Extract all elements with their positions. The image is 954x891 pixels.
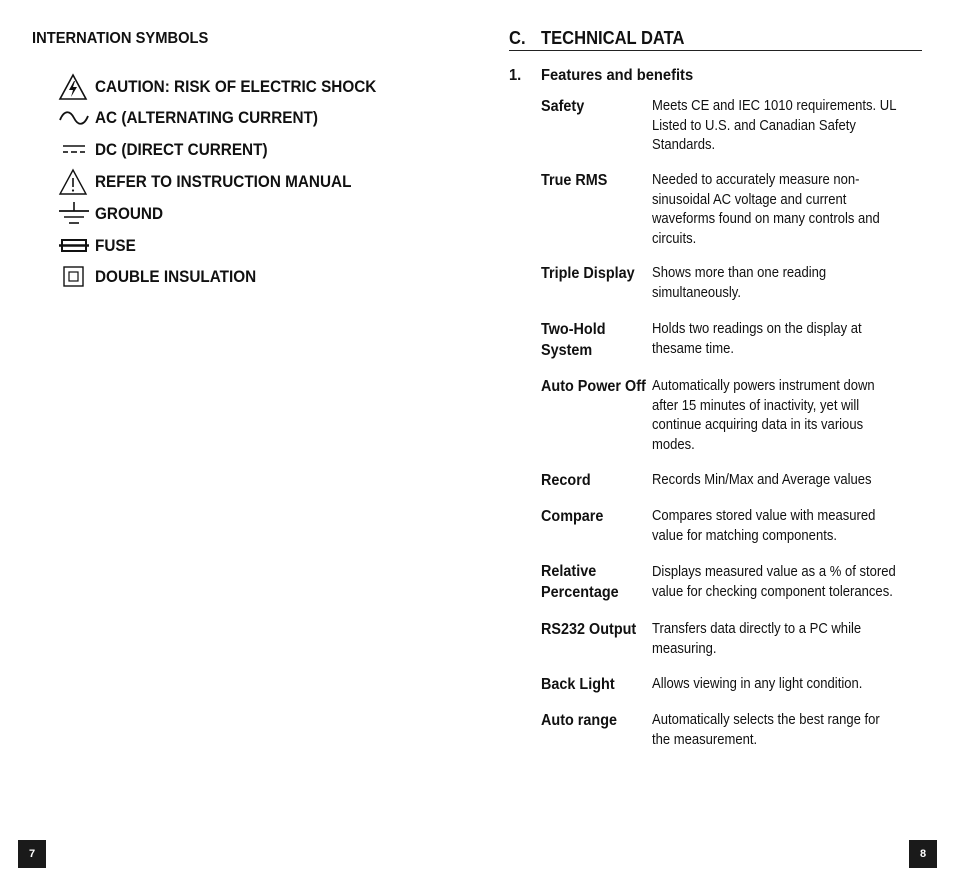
feature-name: Record — [541, 472, 591, 489]
feature-description: Transfers data directly to a PC while measuring. — [652, 621, 862, 657]
section-letter: C. — [509, 28, 526, 48]
section-title: TECHNICAL DATA — [541, 28, 685, 48]
feature-description: Records Min/Max and Average values — [652, 472, 872, 488]
feature-description: Compares stored value with measured value for matching components. — [652, 508, 876, 544]
symbol-row-ac: AC (ALTERNATING CURRENT) — [58, 104, 343, 132]
page-number-left: 7 — [18, 840, 46, 868]
feature-name: Two-Hold System — [541, 321, 606, 359]
feature-name: RS232 Output — [541, 621, 637, 638]
symbol-row-caution: CAUTION: RISK OF ELECTRIC SHOCK — [58, 73, 408, 101]
feature-name: True RMS — [541, 172, 608, 189]
symbol-row-ground: GROUND — [58, 200, 171, 228]
feature-name: Back Light — [541, 676, 615, 693]
feature-name: Safety — [541, 98, 585, 115]
fuse-icon — [58, 232, 90, 260]
warning-exclamation-icon — [58, 168, 90, 196]
feature-description: Meets CE and IEC 1010 requirements. UL Listed to U.S. and Canadian Safety Standards. — [652, 98, 897, 153]
feature-description: Holds two readings on the display at thesame time. — [652, 321, 862, 357]
feature-description: Shows more than one reading simultaneously. — [652, 265, 827, 301]
page-number-right: 8 — [909, 840, 937, 868]
double-insulation-icon — [58, 263, 90, 291]
feature-name: Compare — [541, 508, 604, 525]
dc-lines-icon — [58, 136, 90, 164]
feature-description: Automatically powers instrument down after 15 minutes of inactivity, yet will continue acquiring data in its various modes. — [652, 378, 875, 453]
feature-description: Automatically selects the best range for the measurement. — [652, 712, 880, 748]
subsection-number: 1. — [509, 67, 522, 84]
symbol-row-manual: REFER TO INSTRUCTION MANUAL — [58, 168, 380, 196]
symbol-row-double-insulation: DOUBLE INSULATION — [58, 263, 274, 291]
feature-description: Displays measured value as a % of stored value for checking component tolerances. — [652, 564, 896, 600]
ac-wave-icon — [58, 104, 90, 132]
symbol-row-dc: DC (DIRECT CURRENT) — [58, 136, 287, 164]
symbols-heading: INTERNATION SYMBOLS — [32, 30, 209, 47]
subsection-title: Features and benefits — [541, 67, 694, 84]
symbol-row-fuse: FUSE — [58, 232, 140, 260]
feature-name: Relative Percentage — [541, 563, 619, 601]
ground-icon — [58, 200, 90, 228]
feature-name: Triple Display — [541, 265, 635, 282]
section-heading — [509, 28, 922, 51]
warning-lightning-icon — [58, 73, 90, 101]
feature-name: Auto Power Off — [541, 378, 646, 395]
feature-description: Allows viewing in any light condition. — [652, 676, 863, 692]
feature-name: Auto range — [541, 712, 618, 729]
feature-description: Needed to accurately measure non- sinusoidal AC voltage and current waveforms found on many controls and circuits. — [652, 172, 880, 247]
